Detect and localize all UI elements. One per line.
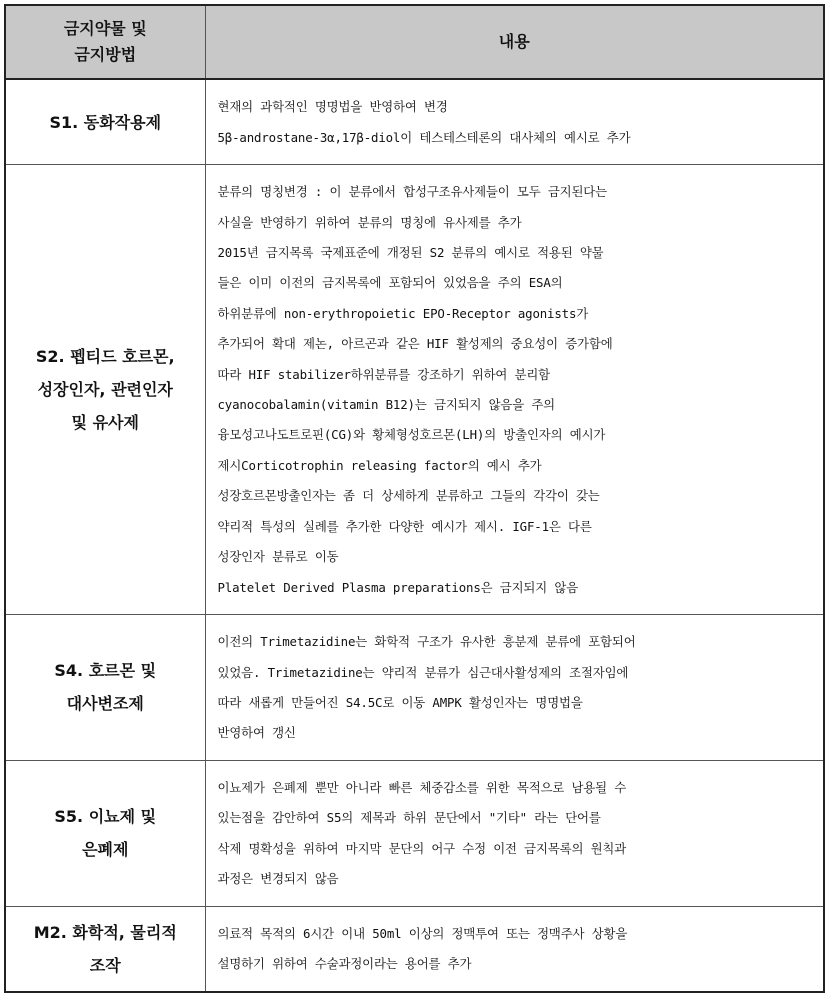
document xyxy=(4,4,825,993)
category-line: 및 유사제 xyxy=(71,412,139,432)
content-line: 제시Corticotrophin releasing factor의 예시 추가 xyxy=(217,457,542,473)
content-line: 사실을 반영하기 위하여 분류의 명칭에 유사제를 추가 xyxy=(217,214,522,230)
header-content: 내용 xyxy=(205,5,824,79)
content-line: 융모성고나도트로핀(CG)와 황체형성호르몬(LH)의 방출인자의 예시가 xyxy=(217,427,606,443)
header-category xyxy=(5,5,205,79)
table-row xyxy=(5,165,824,615)
content-cell xyxy=(205,906,824,992)
category-cell xyxy=(5,79,205,165)
category-line: 성장인자, 관련인자 xyxy=(37,379,173,399)
content-cell xyxy=(205,760,824,906)
content-line: 분류의 명칭변경 : 이 분류에서 합성구조유사제들이 모두 금지된다는 xyxy=(217,184,607,200)
category-cell xyxy=(5,760,205,906)
content-line: 하위분류에 non-erythropoietic EPO-Receptor agonists가 xyxy=(217,305,589,321)
category-line: S1. 동화작용제 xyxy=(49,112,162,132)
category-cell xyxy=(5,614,205,760)
content-line: 반영하여 갱신 xyxy=(217,725,296,741)
content-line: 성장호르몬방출인자는 좀 더 상세하게 분류하고 그들의 각각이 갖는 xyxy=(217,488,600,504)
content-line: 성장인자 분류로 이동 xyxy=(217,549,339,565)
category-line: S5. 이뇨제 및 xyxy=(54,807,157,827)
content-line: 설명하기 위하여 수술과정이라는 용어를 추가 xyxy=(217,956,472,972)
header-category-line: 금지약물 및 xyxy=(63,19,147,38)
content-line: 의료적 목적의 6시간 이내 50ml 이상의 정맥투여 또는 정맥주사 상황을 xyxy=(217,925,628,941)
category-line: 조작 xyxy=(89,955,121,975)
header-category-line: 금지방법 xyxy=(74,45,137,64)
header-row xyxy=(5,5,824,79)
content-line: Platelet Derived Plasma preparations은 금지되지 않음 xyxy=(217,579,579,595)
category-line: S4. 호르몬 및 xyxy=(54,661,157,681)
table-row xyxy=(5,614,824,760)
table-row xyxy=(5,79,824,165)
category-line: 은폐제 xyxy=(82,840,129,860)
content-line: 5β-androstane-3α,17β-diol이 테스테스테론의 대사체의 예시로 추가 xyxy=(217,129,631,145)
content-cell xyxy=(205,165,824,615)
category-line: 대사변조제 xyxy=(66,694,144,714)
content-line: 있는점을 감안하여 S5의 제목과 하위 문단에서 "기타" 라는 단어를 xyxy=(217,810,601,826)
content-line: 있었음. Trimetazidine는 약리적 분류가 심근대사활성제의 조절자임에 xyxy=(217,664,629,680)
content-line: 추가되어 확대 제논, 아르곤과 같은 HIF 활성제의 중요성이 증가함에 xyxy=(217,336,613,352)
content-line: 따라 HIF stabilizer하위분류를 강조하기 위하여 분리함 xyxy=(217,366,551,382)
category-line: M2. 화학적, 물리적 xyxy=(33,922,177,942)
category-cell xyxy=(5,906,205,992)
content-line: 들은 이미 이전의 금지목록에 포함되어 있었음을 주의 ESA의 xyxy=(217,275,563,291)
table-row xyxy=(5,760,824,906)
content-line: 2015년 금지목록 국제표준에 개정된 S2 분류의 예시로 적용된 약물 xyxy=(217,245,604,261)
content-line: 약리적 특성의 실례를 추가한 다양한 예시가 제시. IGF-1은 다른 xyxy=(217,518,592,534)
category-cell xyxy=(5,165,205,615)
content-line: 이전의 Trimetazidine는 화학적 구조가 유사한 흥분제 분류에 포함되어 xyxy=(217,634,636,650)
content-cell xyxy=(205,79,824,165)
category-line: S2. 펩티드 호르몬, xyxy=(35,346,175,366)
table-row xyxy=(5,906,824,992)
prohibited-list-changes-table xyxy=(4,4,825,993)
content-line: cyanocobalamin(vitamin B12)는 금지되지 않음을 주의 xyxy=(217,397,555,413)
content-line: 삭제 명확성을 위하여 마지막 문단의 어구 수정 이전 금지목록의 원칙과 xyxy=(217,840,627,856)
content-line: 현재의 과학적인 명명법을 반영하여 변경 xyxy=(217,99,448,115)
content-line: 이뇨제가 은폐제 뿐만 아니라 빠른 체중감소를 위한 목적으로 남용될 수 xyxy=(217,779,627,795)
content-line: 과정은 변경되지 않음 xyxy=(217,871,339,887)
content-cell xyxy=(205,614,824,760)
content-line: 따라 새롭게 만들어진 S4.5C로 이동 AMPK 활성인자는 명명법을 xyxy=(217,694,583,710)
